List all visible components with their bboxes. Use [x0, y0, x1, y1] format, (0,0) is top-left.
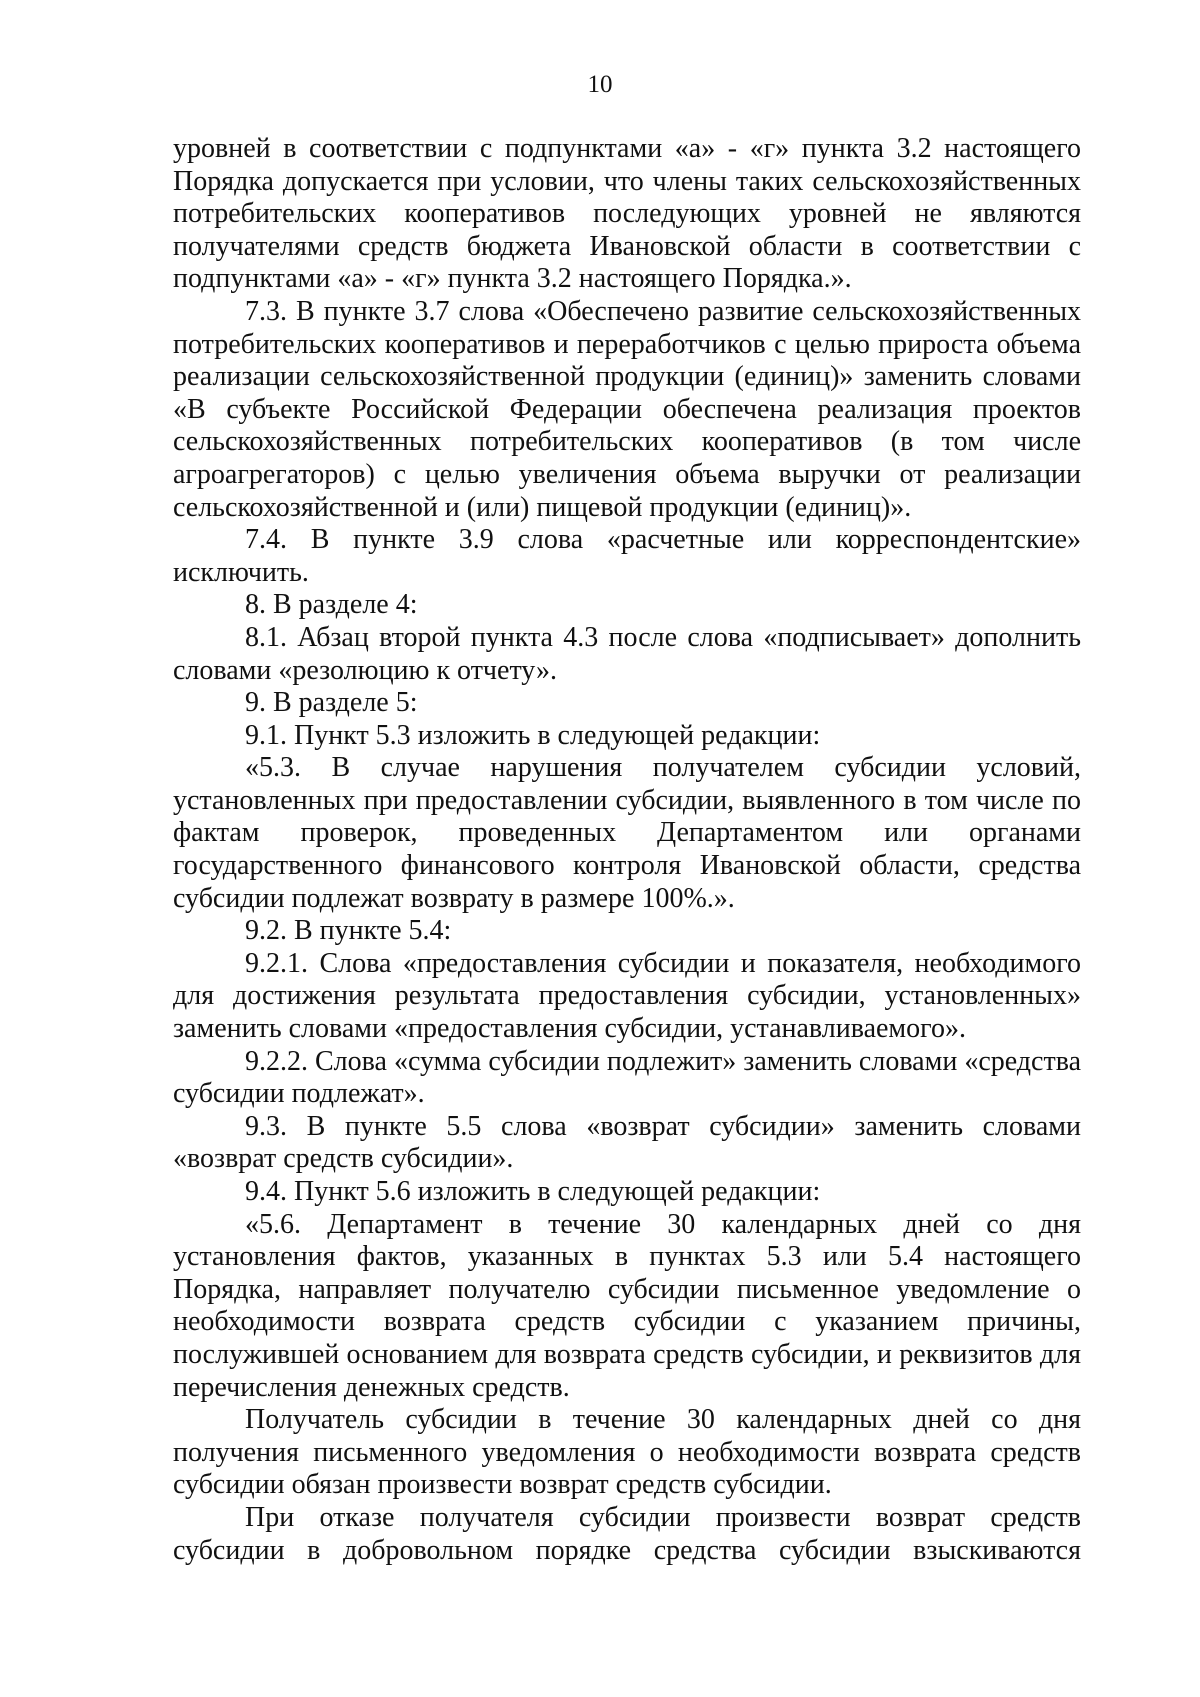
paragraph-9-3: 9.3. В пункте 5.5 слова «возврат субсидии» заменить словами «возврат средств субсидии».	[173, 1110, 1081, 1175]
paragraph-9-4: 9.4. Пункт 5.6 изложить в следующей редакции:	[245, 1176, 821, 1207]
paragraph-9-1: 9.1. Пункт 5.3 изложить в следующей редакции:	[245, 719, 821, 751]
paragraph-9-2-1: 9.2.1. Слова «предоставления субсидии и показателя, необходимого для достижения результата предоставления субсидии, установленных» заменить словами «предоставления субсидии, устанавливаемого».	[173, 947, 1081, 1045]
page-number: 10	[587, 71, 613, 98]
paragraph-7-4: 7.4. В пункте 3.9 слова «расчетные или корреспондентские» исключить.	[173, 524, 1081, 588]
paragraph-9-2: 9.2. В пункте 5.4:	[245, 915, 452, 947]
paragraph-refusal: При отказе получателя субсидии произвести возврат средств субсидии в добровольном порядке средства субсидии взыскиваются	[173, 1501, 1081, 1566]
paragraph-recipient-obligation: Получатель субсидии в течение 30 календарных дней со дня получения письменного уведомления о необходимости возврата средств субсидии обязан произвести возврат средств субсидии.	[173, 1404, 1081, 1501]
paragraph-8: 8. В разделе 4:	[245, 589, 418, 621]
paragraph-5-3-quote: «5.3. В случае нарушения получателем субсидии условий, установленных при предоставлении субсидии, выявленного в том числе по фактам проверок, проведенных Департаментом или органами государственного финансового контроля Ивановской области, средства субсидии подлежат возврату в размере 100%.».	[173, 752, 1081, 914]
paragraph-9: 9. В разделе 5:	[245, 687, 418, 719]
paragraph-8-1: 8.1. Абзац второй пункта 4.3 после слова «подписывает» дополнить словами «резолюцию к отчету».	[173, 621, 1081, 686]
paragraph-5-6-quote: «5.6. Департамент в течение 30 календарных дней со дня установления фактов, указанных в пунктах 5.3 или 5.4 настоящего Порядка, направляет получателю субсидии письменное уведомление о необходимости возврата средств субсидии с указанием причины, послужившей основанием для возврата средств субсидии, и реквизитов для перечисления денежных средств.	[173, 1208, 1081, 1403]
paragraph-9-2-2: 9.2.2. Слова «сумма субсидии подлежит» заменить словами «средства субсидии подлежат».	[173, 1045, 1081, 1110]
paragraph-continuation: уровней в соответствии с подпунктами «а» - «г» пункта 3.2 настоящего Порядка допускается при условии, что члены таких сельскохозяйственных потребительских кооперативов последующих уровней не являются получателями средств бюджета Ивановской области в соответствии с подпунктами «а» - «г» пункта 3.2 настоящего Порядка.».	[173, 133, 1081, 295]
paragraph-7-3: 7.3. В пункте 3.7 слова «Обеспечено развитие сельскохозяйственных потребительских кооперативов и переработчиков с целью прироста объема реализации сельскохозяйственной продукции (единиц)» заменить словами «В субъекте Российской Федерации обеспечена реализация проектов сельскохозяйственных потребительских кооперативов (в том числе агроагрегаторов) с целью увеличения объема выручки от реализации сельскохозяйственной и (или) пищевой продукции (единиц)».	[173, 295, 1081, 523]
document-body	[173, 133, 1081, 1567]
